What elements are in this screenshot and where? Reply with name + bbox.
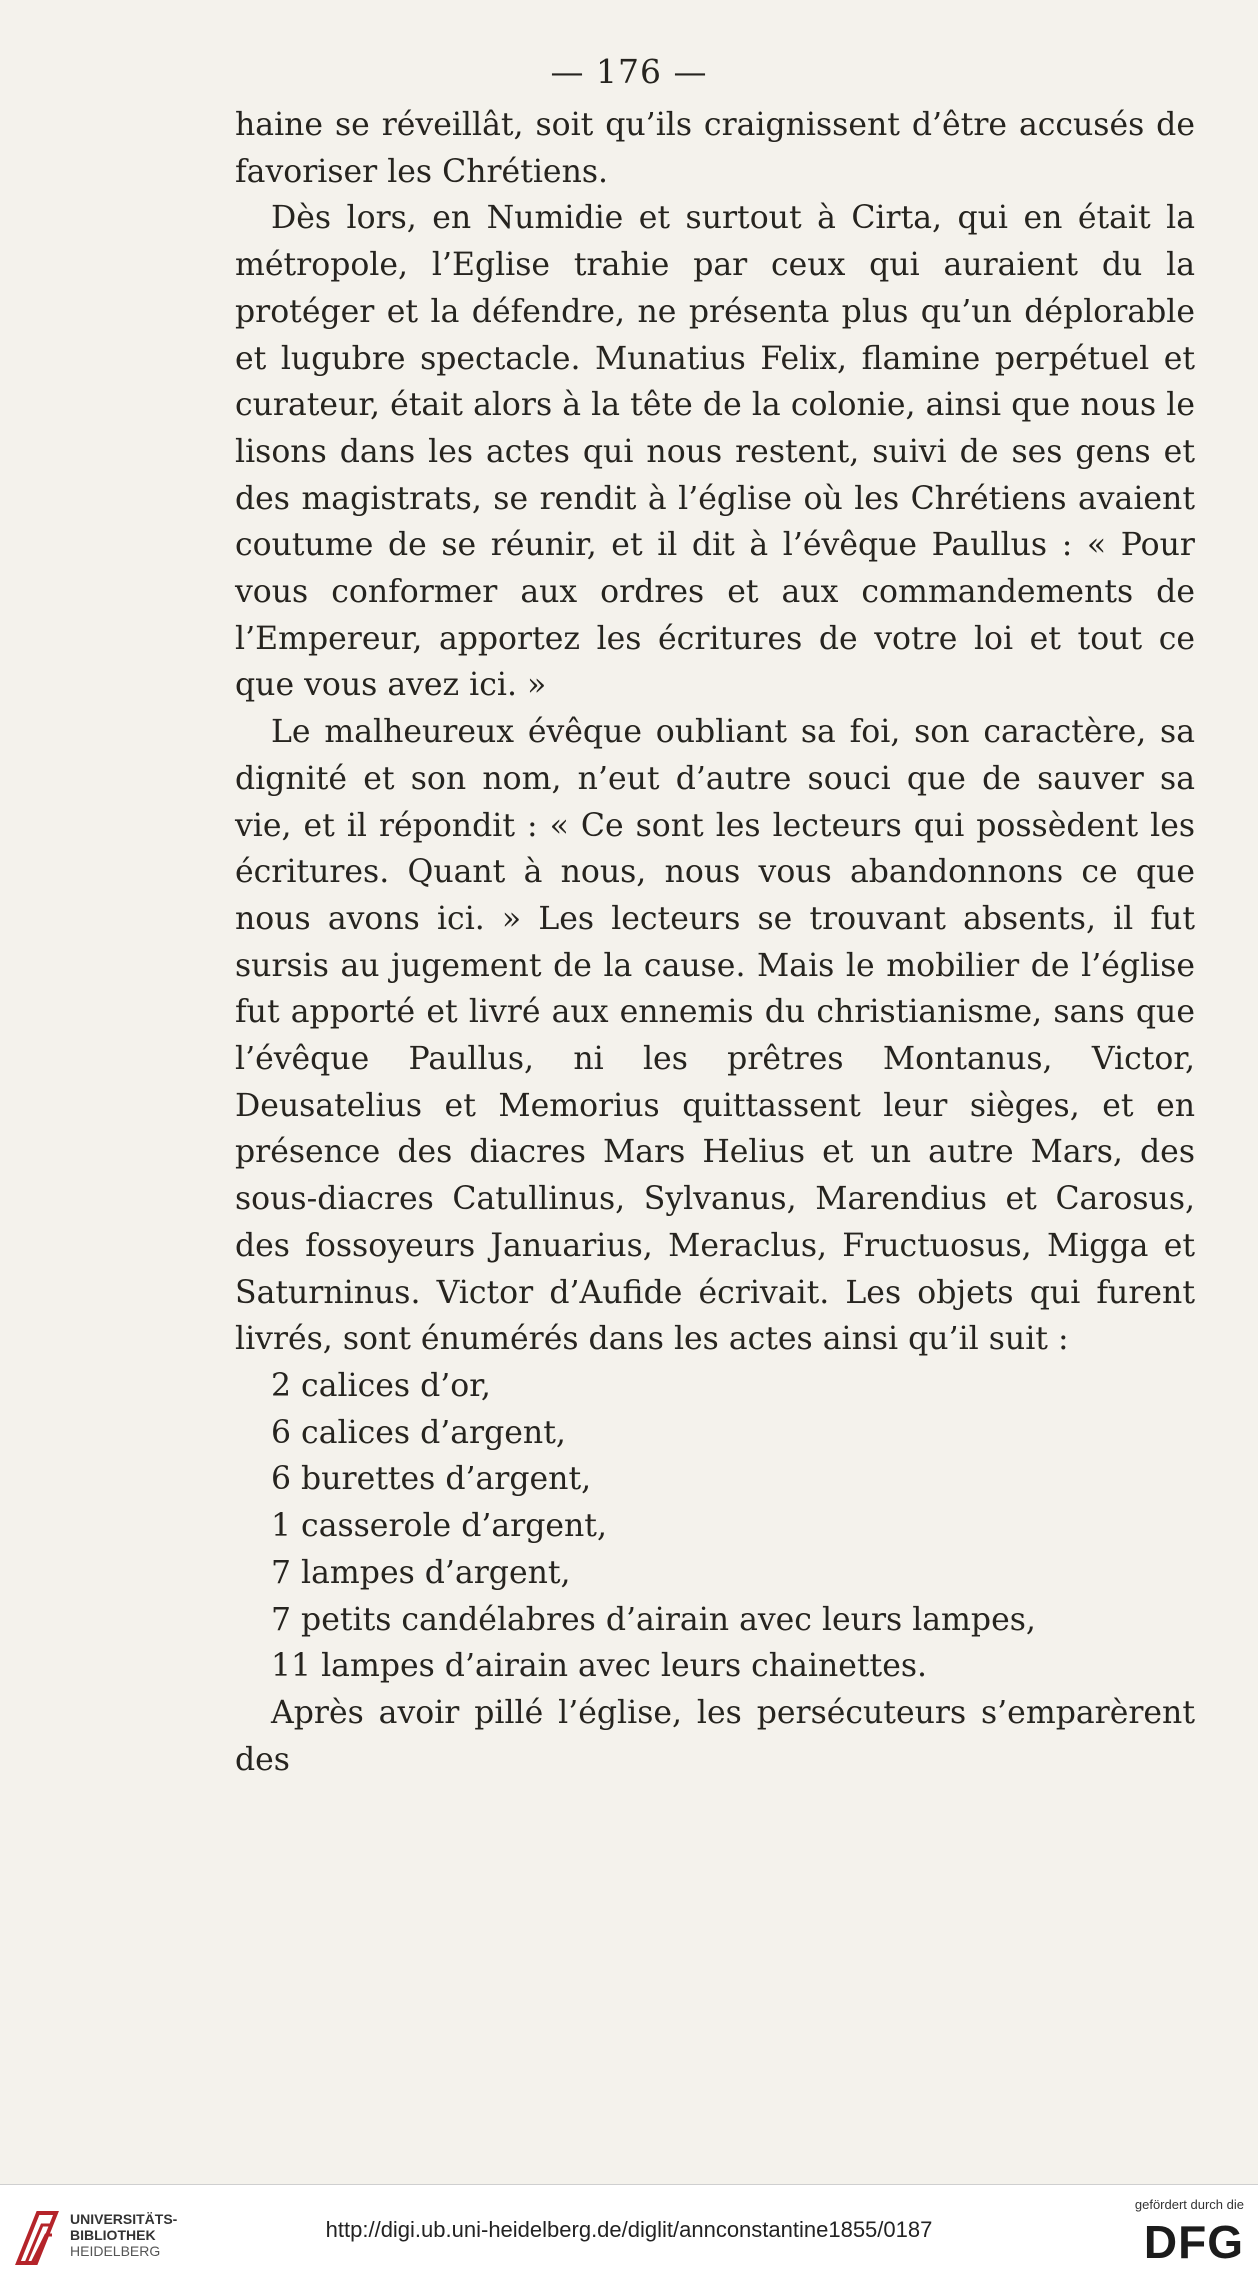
library-name: UNIVERSITÄTS- BIBLIOTHEK HEIDELBERG: [70, 2211, 178, 2259]
paragraph-1: haine se réveillât, soit qu’ils craignissent d’être accusés de favoriser les Chrétiens.: [235, 107, 1195, 190]
page-body: [235, 102, 1195, 1783]
list-item: 6 calices d’argent,: [271, 1414, 566, 1451]
funding-note: gefördert durch die: [1134, 2197, 1244, 2212]
list-item: 1 casserole d’argent,: [271, 1508, 607, 1545]
inventory-list: [235, 1363, 1195, 1690]
viewer-footer: [0, 2184, 1258, 2277]
paragraph-2: Dès lors, en Numidie et surtout à Cirta, qui en était la métropole, l’Eglise trahie par ceux qui auraient du la protéger et la défendre, ne présenta plus qu’un déplorable et lugubre spectacle. Munatius Felix, flamine perpétuel et curateur, était alors à la tête de la colonie, ainsi que nous le lisons dans les actes qui nous restent, suivi de ses gens et des magistrats, se rendit à l’église où les Chrétiens avaient coutume de se réunir, et il dit à l’évêque Paullus : « Pour vous conformer aux ordres et aux commandements de l’Empereur, apportez les écritures de votre loi et tout ce que vous avez ici. »: [235, 200, 1195, 704]
closing-line: Après avoir pillé l’église, les persécuteurs s’emparèrent des: [235, 1694, 1195, 1778]
permalink-url[interactable]: http://digi.ub.uni-heidelberg.de/diglit/annconstantine1855/0187: [325, 2217, 933, 2242]
paragraph-3: Le malheureux évêque oubliant sa foi, son caractère, sa dignité et son nom, n’eut d’autre souci que de sauver sa vie, et il répondit : « Ce sont les lecteurs qui possèdent les écritures. Quant à nous, nous vous abandonnons ce que nous avons ici. » Les lecteurs se trouvant absents, il fut sursis au jugement de la cause. Mais le mobilier de l’église fut apporté et livré aux ennemis du christianisme, sans que l’évêque Paullus, ni les prêtres Montanus, Victor, Deusatelius et Memorius quittassent leur sièges, et en présence des diacres Mars Helius et un autre Mars, des sous-diacres Catullinus, Sylvanus, Marendius et Carosus, des fossoyeurs Januarius, Meraclus, Fructuosus, Migga et Saturninus. Victor d’Aufide écrivait. Les objets qui furent livrés, sont énumérés dans les actes ainsi qu’il suit :: [235, 714, 1195, 1358]
list-item: 11 lampes d’airain avec leurs chainettes.: [271, 1648, 928, 1685]
list-item: 7 lampes d’argent,: [271, 1554, 571, 1591]
dfg-logo: DFG: [1143, 2216, 1244, 2268]
list-item: 7 petits candélabres d’airain avec leurs lampes,: [271, 1601, 1036, 1638]
list-item: 6 burettes d’argent,: [271, 1461, 592, 1498]
page-number: — 176 —: [550, 52, 708, 91]
list-item: 2 calices d’or,: [271, 1367, 491, 1404]
